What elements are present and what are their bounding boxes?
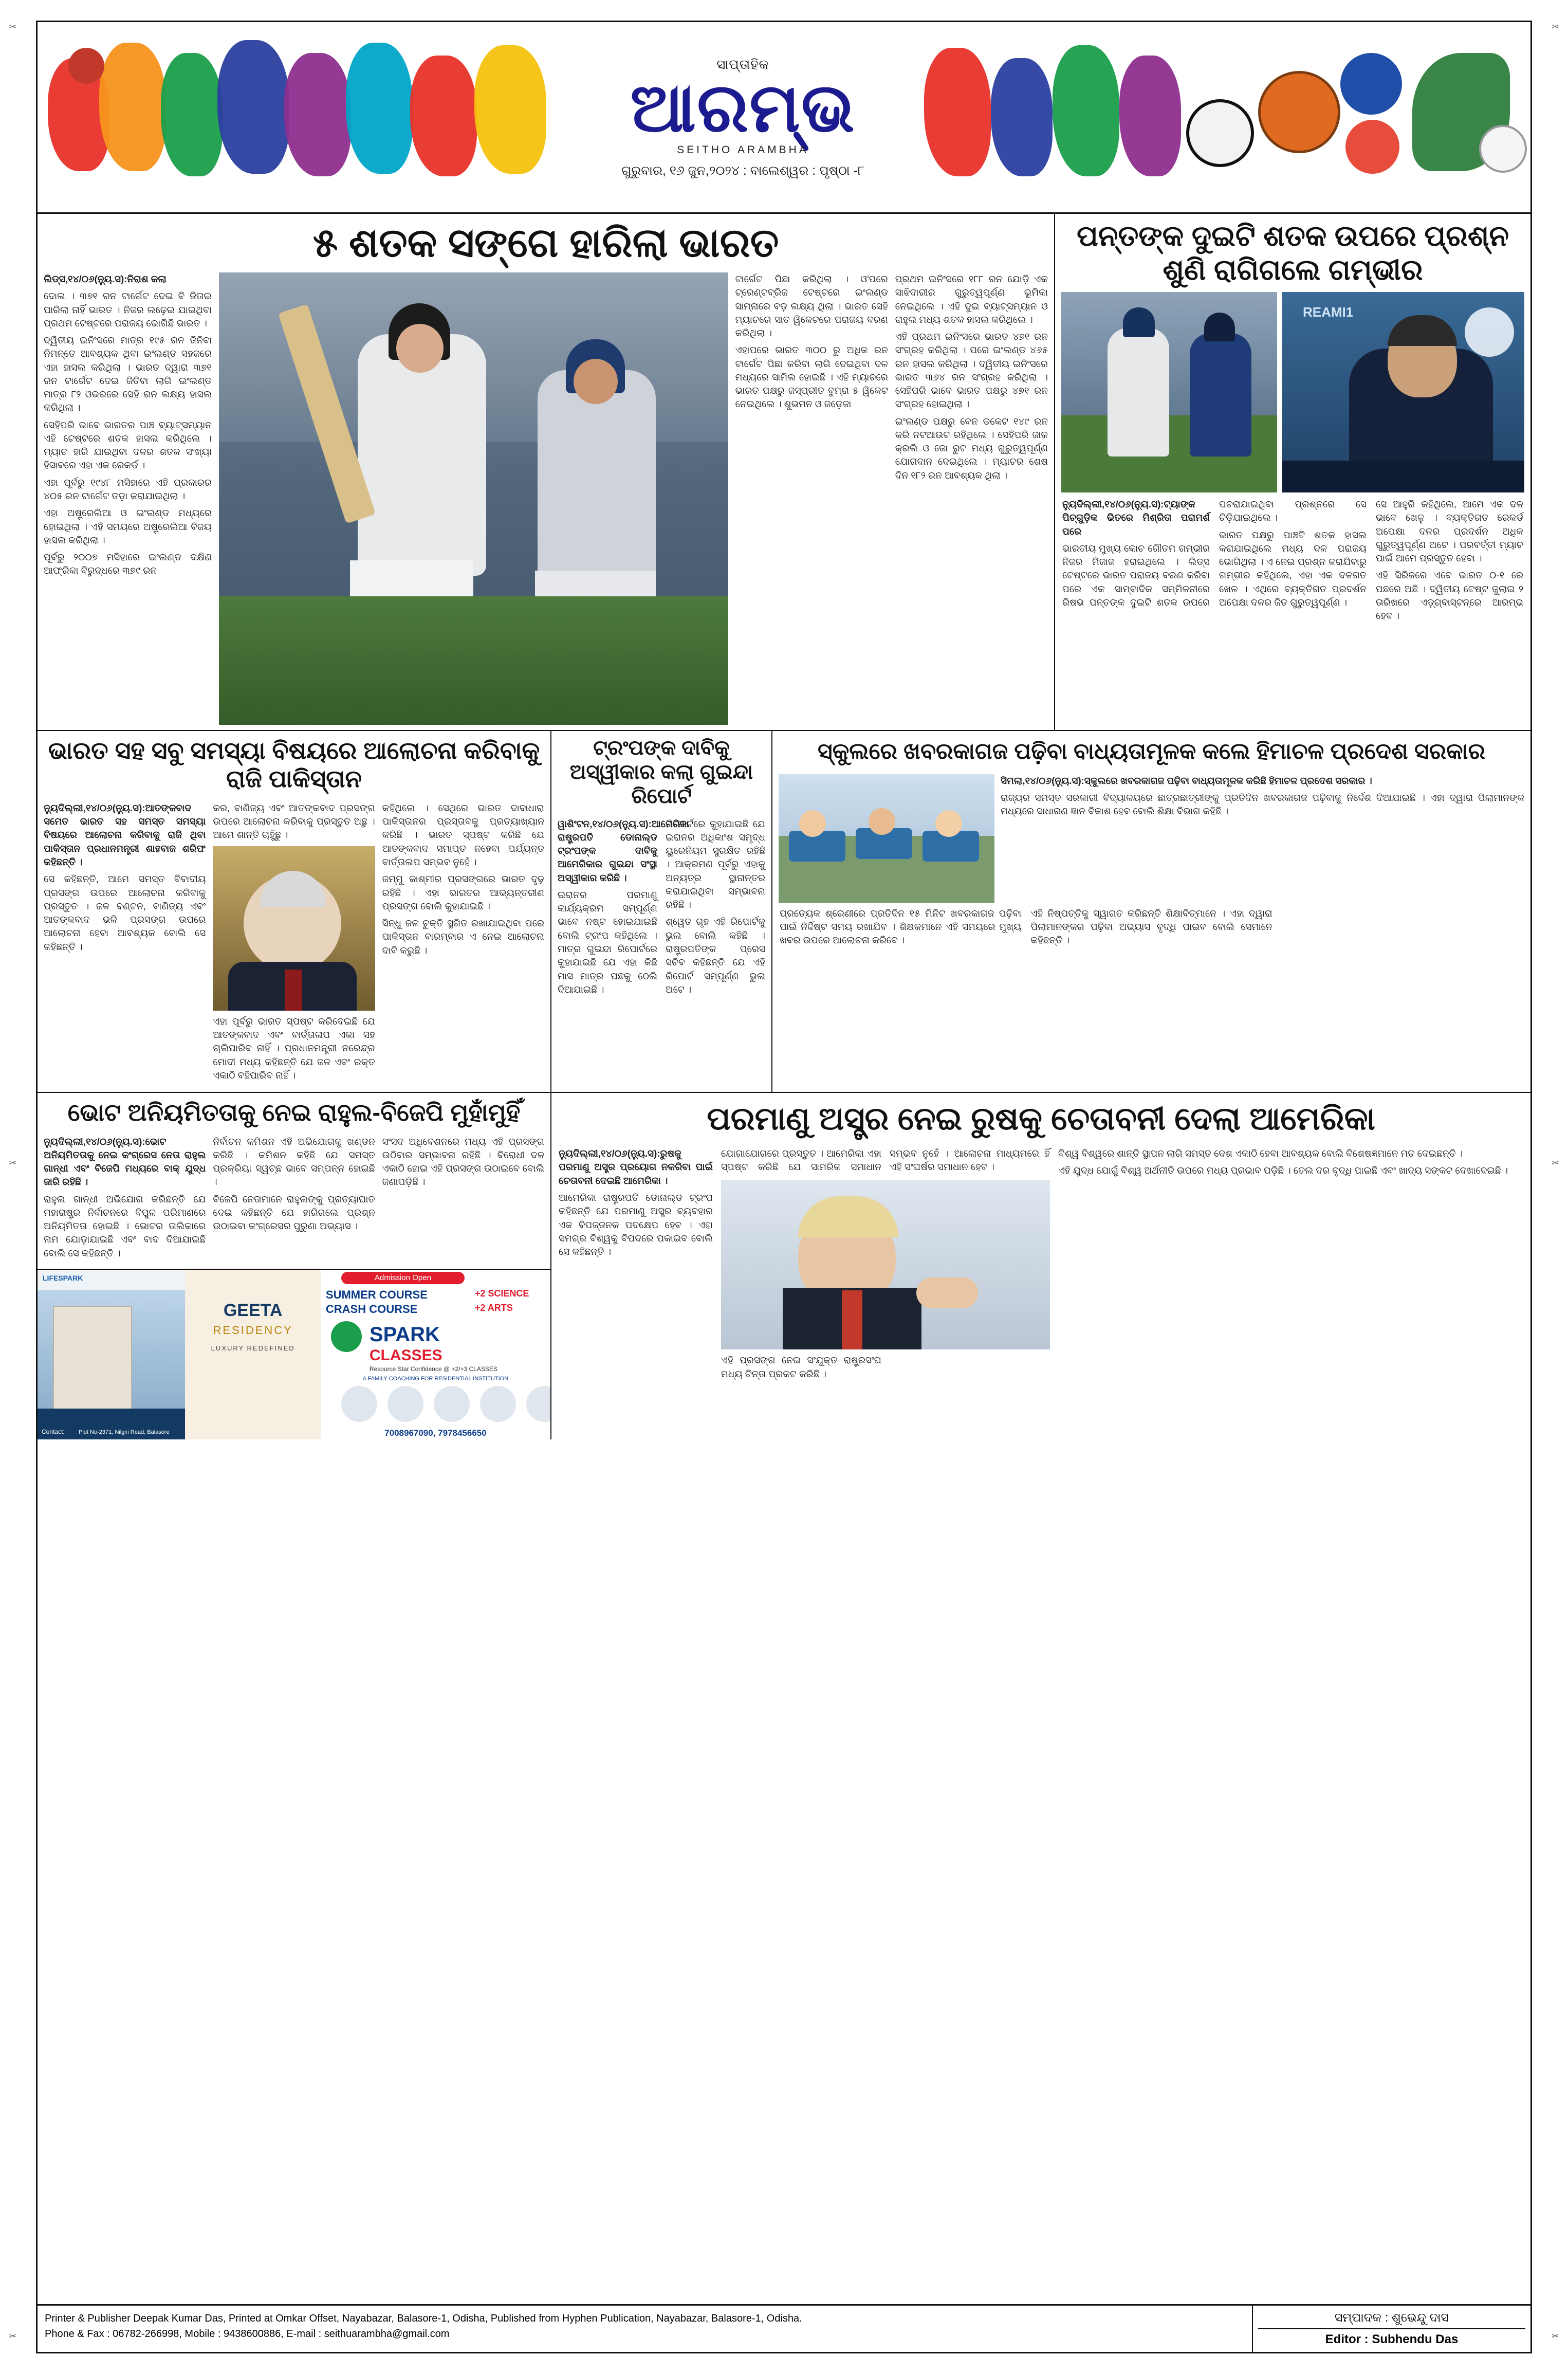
masthead xyxy=(38,22,1530,214)
lead-col-2 xyxy=(735,272,895,725)
trump-c1-p1: ଆମେରିକା ରାଷ୍ଟ୍ରପତି ଡୋନାଲ୍ଡ ଟ୍ରଂପ କହିଛନ୍ତି ଯେ ପରମାଣୁ ଅସ୍ତ୍ର ବ୍ୟବହାର ଏକ ବିପଜ୍ଜନକ ପଦକ୍ଷେପ ହେବ । ଏହା ସମଗ୍ର ବିଶ୍ୱକୁ ବିପଦରେ ପକାଇବ ବୋଲି ସେ କହିଛନ୍ତି । xyxy=(559,1192,713,1257)
gambhir-photo-right: REAMI1 xyxy=(1282,292,1524,492)
row-middle xyxy=(38,731,1530,1093)
ad1-phone: Plot No-2371, Nilgiri Road, Balasore xyxy=(79,1429,170,1435)
gambhir-p2: ଭାରତ ପକ୍ଷରୁ ପାଞ୍ଚଟି ଶତକ ହାସଲ କରାଯାଇଥିଲେ ମଧ୍ୟ ଦଳ ପରାଜୟ ଭୋଗିଥିଲା । ଏ ନେଇ ପ୍ରଶ୍ନ କରାଯିବାରୁ ଗମ୍ଭୀର କହିଥିଲେ, ଏହା ଏକ ଦଳଗତ ଖେଳ । ଏଥିରେ ବ୍ୟକ୍ତିଗତ ପ୍ରଦର୍ଶନ ଅପେକ୍ଷା ଦଳର ଜିତ ଗୁରୁତ୍ୱପୂର୍ଣ୍ଣ । xyxy=(1219,529,1367,608)
trump-c3-p1: ବିଶ୍ୱ ବିଶ୍ୱରେ ଶାନ୍ତି ସ୍ଥାପନ ଲାଗି ସମସ୍ତ ଦେଶ ଏକାଠି ହେବା ଆବଶ୍ୟକ ବୋଲି ବିଶେଷଜ୍ଞମାନେ ମତ ଦେଇଛନ୍ତି । xyxy=(1058,1148,1463,1159)
trump-photo xyxy=(721,1180,1050,1349)
lead-p5: ଏହା ଅଷ୍ଟ୍ରେଲିଆ ଓ ଇଂଲଣ୍ଡ ମଧ୍ୟରେ ହୋଇଥିଲା । ଏହି ସମୟରେ ଅଷ୍ଟ୍ରେଲିଆ ବିଜୟ ହାସଲ କରିଥିଲା । xyxy=(44,507,212,545)
pakistan-story xyxy=(38,731,551,1092)
rahul-col-2 xyxy=(213,1135,382,1264)
lead-c2-p1: ଟାର୍ଗେଟ ପିଛା କରିଥିଲା । ଓ'ପରେ ଟ୍ରେଣ୍ଟବ୍ରିଜ ଟେଷ୍ଟରେ ଇଂଲଣ୍ଡ ସାମ୍ନାରେ ବଡ଼ ଲକ୍ଷ୍ୟ ଥିଲା । ଭାରତ ସେହି ମ୍ୟାଚରେ ସାତ ୱିକେଟରେ ପରାଜୟ ବରଣ କରିଥିଲା । xyxy=(735,273,888,339)
pakistan-dateline: ନ୍ୟୁଦିଲ୍ଲୀ,୧୪/୦୬(ନ୍ୟୁ.ସ):ଆତଙ୍କବାଦ ସମେତ ଭାରତ ସହ ସମସ୍ତ ସମସ୍ୟା ବିଷୟରେ ଆଲୋଚନା କରିବାକୁ ରାଜି ଥିବା ପାକିସ୍ତାନ ପ୍ରଧାନମନ୍ତ୍ରୀ ଶାହବାଜ ଶରିଫ କହିଛନ୍ତି । xyxy=(44,802,206,867)
trump-c2-p1: ଯୋଗାଯୋଗରେ ପ୍ରସ୍ତୁତ । ଆମେରିକା ଏହା ସ୍ପଷ୍ଟ କରିଛି ଯେ ସାମରିକ ସମାଧାନ ସମ୍ଭବ ନୁହେଁ । ଆଲୋଚନା ମାଧ୍ୟମରେ ହିଁ ଏହି ସଂଘର୍ଷର ସମାଧାନ ହେବ । xyxy=(721,1148,1050,1173)
masthead-art-right xyxy=(919,22,1530,212)
pakistan-c3-p1: କହିଥିଲେ । ସେଥିରେ ଭାରତ ଦାବାଧାରା ପାକିସ୍ତାନର ପ୍ରସ୍ତାବକୁ ପ୍ରତ୍ୟାଖ୍ୟାନ କରିଛି । ଭାରତ ସ୍ପଷ୍ଟ କରିଛି ଯେ ଆତଙ୍କବାଦ ସମାପ୍ତ ନହେବା ପର୍ଯ୍ୟନ୍ତ ବାର୍ତ୍ତାଳାପ ସମ୍ଭବ ନୁହେଁ । xyxy=(382,802,544,867)
pakistan-c3-p3: ସିନ୍ଧୁ ଜଳ ଚୁକ୍ତି ସ୍ଥଗିତ ରଖାଯାଇଥିବା ପରେ ପାକିସ୍ତାନ ବାରମ୍ବାର ଏ ନେଇ ଆଲୋଚନା ଦାବି କରୁଛି । xyxy=(382,918,544,956)
ad2-badge: Admission Open xyxy=(341,1272,465,1284)
footer-editor xyxy=(1252,2306,1530,2352)
footer-line-1: Printer & Publisher Deepak Kumar Das, Printed at Omkar Offset, Nayabazar, Balasore-1, Odisha, Published from Hyphen Publication, Nayabazar, Balasore-1, Odisha. xyxy=(45,2313,802,2324)
gambhir-p4: ଏହି ସିରିଜରେ ଏବେ ଭାରତ ୦-୧ ରେ ପଛରେ ଅଛି । ଦ୍ୱିତୀୟ ଟେଷ୍ଟ ଜୁଲାଇ ୨ ତାରିଖରେ ଏଡ଼୍‌ଗ୍‌ବାସ୍‌ଟନ୍‌ରେ ଆରମ୍ଭ ହେବ । xyxy=(1376,570,1523,622)
himachal-headline: ସ୍କୁଲରେ ଖବରକାଗଜ ପଢ଼ିବା ବାଧ୍ୟତାମୂଳକ କଲେ ହିମାଚଳ ପ୍ରଦେଶ ସରକାର xyxy=(818,739,1485,764)
intel-p3: ଶ୍ୱେତ ଗୃହ ଏହି ରିପୋର୍ଟକୁ ଭୁଲ ବୋଲି କହିଛି । ରାଷ୍ଟ୍ରପତିଙ୍କ ପ୍ରେସ ସଚିବ କହିଛନ୍ତି ଯେ ଏହି ରିପୋର୍ଟ ସମ୍ପୂର୍ଣ୍ଣ ଭୁଲ ଅଟେ । xyxy=(666,916,765,995)
himachal-p3: ଏହି ନିଷ୍ପତ୍ତିକୁ ସ୍ୱାଗତ କରିଛନ୍ତି ଶିକ୍ଷାବିତ୍‌ମାନେ । ଏହା ଦ୍ୱାରା ପିଲାମାନଙ୍କର ପଢ଼ିବା ଅଭ୍ୟାସ ବୃଦ୍ଧି ପାଇବ ବୋଲି ସେମାନେ କହିଛନ୍ତି । xyxy=(1030,907,1272,946)
masthead-kicker: ସାପ୍ତାହିକ xyxy=(716,56,769,72)
masthead-title: ଆରମ୍ଭ xyxy=(630,69,856,145)
pakistan-col-2 xyxy=(213,801,382,1086)
lead-dateline: ଲିଡ୍ସ,୧୪/୦୬(ନ୍ୟୁ.ସ):ନିରାଶ କଲା xyxy=(44,273,167,285)
ad-spark-classes[interactable] xyxy=(321,1270,550,1439)
rahul-col-1 xyxy=(44,1135,213,1264)
trump-col-1 xyxy=(559,1147,721,1381)
intel-p2: ରିପୋର୍ଟରେ କୁହାଯାଇଛି ଯେ ଇରାନର ଅଧିକାଂଶ ସମୃଦ୍ଧ ୟୁରେନିୟମ ସୁରକ୍ଷିତ ରହିଛି । ଆକ୍ରମଣ ପୂର୍ବରୁ ଏହାକୁ ଅନ୍ୟତ୍ର ସ୍ଥାନାନ୍ତର କରାଯାଇଥିବା ସମ୍ଭାବନା ରହିଛି । xyxy=(666,818,765,910)
crop-mark-mid-left: ✂ xyxy=(9,1157,16,1170)
pakistan-col-1 xyxy=(44,801,213,1086)
crop-mark-mid-right: ✂ xyxy=(1552,1157,1559,1170)
intel-dateline: ୱାଶିଂଟନ,୧୪/୦୬(ନ୍ୟୁ.ସ):ଆମେରିକା ରାଷ୍ଟ୍ରପତି ଡୋନାଲ୍ଡ ଟ୍ରଂପଙ୍କ ଦାବିକୁ ଆମେରିକାର ଗୁଇନ୍ଦା ସଂସ୍ଥା ଅସ୍ୱୀକାର କରିଛି । xyxy=(558,818,689,883)
gambhir-body xyxy=(1055,498,1530,629)
advertisement-strip xyxy=(38,1269,550,1439)
masthead-dateline: ଗୁରୁବାର, ୧୬ ଜୁନ,୨୦୨୪ : ବାଲେଶ୍ୱର : ପୃଷ୍ଠା -୮ xyxy=(621,163,864,178)
trump-photo-block xyxy=(721,1147,1058,1381)
gambhir-p3: ସେ ଆହୁରି କହିଥିଲେ, ଆମେ ଏକ ଦଳ ଭାବେ ଖେଳୁ । ବ୍ୟକ୍ତିଗତ ରେକର୍ଡ ଅପେକ୍ଷା ଦଳର ପ୍ରଦର୍ଶନ ଅଧିକ ଗୁରୁତ୍ୱପୂର୍ଣ୍ଣ ଅଟେ । ପରବର୍ତ୍ତୀ ମ୍ୟାଚ ପାଇଁ ଆମେ ପ୍ରସ୍ତୁତ ହେବା । xyxy=(1376,499,1523,564)
pakistan-c3-p2: ଜମ୍ମୁ କାଶ୍ମୀର ପ୍ରସଙ୍ଗରେ ଭାରତ ଦୃଢ଼ ରହିଛି । ଏହା ଭାରତର ଆଭ୍ୟନ୍ତରୀଣ ପ୍ରସଙ୍ଗ ବୋଲି କୁହାଯାଇଛି । xyxy=(382,873,544,911)
gambhir-dateline: ନ୍ୟୁଦିଲ୍ଲୀ,୧୪/୦୬(ନ୍ୟୁ.ସ):ଟ୍ୟାଙ୍କ ପିଚ୍‌ଗୁଡ଼ିକ ଭିତରେ ମିଶ୍ରିତା ପରାମର୍ଶ ପରେ xyxy=(1062,499,1210,537)
intel-headline: ଟ୍ରଂପଙ୍କ ଦାବିକୁ ଅସ୍ୱୀକାର କଲା ଗୁଇନ୍ଦା ରିପୋର୍ଟ xyxy=(569,737,753,808)
himachal-story xyxy=(772,731,1530,1092)
himachal-dateline: ସିମଲା,୧୪/୦୬(ନ୍ୟୁ.ସ):ସ୍କୁଲରେ ଖବରକାଗଜ ପଢ଼ିବା ବାଧ୍ୟତାମୂଳକ କରିଛି ହିମାଚଳ ପ୍ରଦେଶ ସରକାର । xyxy=(1001,775,1372,786)
gambhir-p1: ଭାରତୀୟ ମୁଖ୍ୟ କୋଚ ଗୌତମ ଗମ୍ଭୀର ନିଜର ମିଜାଜ ହରାଇଥିଲେ । ଲିଡ୍ସ ଟେଷ୍ଟରେ ଭାରତ ପରାଜୟ ବରଣ କରିବା ପରେ ଏକ ସାମ୍ବାଦିକ ସମ୍ମିଳନୀରେ ରିଷଭ ପନ୍ତଙ୍କ ଦୁଇଟି ଶତକ ଉପରେ ପଚରାଯାଇଥିବା ପ୍ରଶ୍ନରେ ସେ ଚିଡ଼ିଯାଇଥିଲେ । xyxy=(1062,499,1367,608)
trump-c3-p2: ଏହି ଯୁଦ୍ଧ ଯୋଗୁଁ ବିଶ୍ୱ ଅର୍ଥନୀତି ଉପରେ ମଧ୍ୟ ପ୍ରଭାବ ପଡ଼ିଛି । ତେଲ ଦର ବୃଦ୍ଧି ପାଇଛି ଏବଂ ଖାଦ୍ୟ ସଙ୍କଟ ଦେଖାଦେଇଛି । xyxy=(1058,1165,1508,1176)
ad1-subtitle: RESIDENCY xyxy=(213,1323,293,1337)
pakistan-c2-p2: ଏହା ପୂର୍ବରୁ ଭାରତ ସ୍ପଷ୍ଟ କରିଦେଇଛି ଯେ ଆତଙ୍କବାଦ ଏବଂ ବାର୍ତ୍ତାଳାପ ଏକା ସହ ଚାଲିପାରିବ ନାହିଁ । ପ୍ରଧାନମନ୍ତ୍ରୀ ନରେନ୍ଦ୍ର ମୋଦୀ ମଧ୍ୟ କହିଛନ୍ତି ଯେ ଜଳ ଏବଂ ରକ୍ତ ଏକାଠି ବହିପାରିବ ନାହିଁ । xyxy=(213,1015,375,1081)
lead-p6: ପୂର୍ବରୁ ୨୦୦୭ ମସିହାରେ ଇଂଲଣ୍ଡ ଦକ୍ଷିଣ ଆଫ୍ରିକା ବିରୁଦ୍ଧରେ ୩୭୯ ରନ xyxy=(44,552,212,576)
ad2-line1: SUMMER COURSE xyxy=(325,1288,428,1301)
ad2-phone: 7008967090, 7978456650 xyxy=(384,1428,487,1438)
lead-photo-block xyxy=(219,272,735,725)
lead-photo xyxy=(219,272,728,725)
ad2-opt1: +2 SCIENCE xyxy=(474,1288,529,1299)
pakistan-c2-p1: କର, ବାଣିଜ୍ୟ ଏବଂ ଆତଙ୍କବାଦ ପ୍ରସଙ୍ଗ ଉପରେ ଆଲୋଚନା କରିବାକୁ ପ୍ରସ୍ତୁତ ଅଛୁ । ଆମେ ଶାନ୍ତି ଚାହୁଁଛୁ । xyxy=(213,802,375,841)
himachal-body xyxy=(772,903,1530,954)
ad-geeta-residency[interactable] xyxy=(38,1270,185,1439)
ad2-name: SPARK xyxy=(369,1323,440,1346)
masthead-subtitle: SEITHO ARAMBHA xyxy=(677,143,809,156)
rahul-story xyxy=(38,1093,551,1439)
trump-dateline: ନ୍ୟୁଦିଲ୍ଲୀ,୧୪/୦୬(ନ୍ୟୁ.ସ):ରୁଷକୁ ପରମାଣୁ ଅସ୍ତ୍ର ପ୍ରୟୋଗ ନକରିବା ପାଇଁ ଚେତାବନୀ ଦେଇଛି ଆମେରିକା । xyxy=(559,1148,713,1186)
ad2-footer: A FAMILY COACHING FOR RESIDENTIAL INSTITUTION xyxy=(362,1375,509,1382)
lead-col-1 xyxy=(44,272,219,725)
page-sheet xyxy=(36,21,1532,2353)
lead-c3-p3: ଇଂଲଣ୍ଡ ପକ୍ଷରୁ ବେନ ଡକେଟ ୧୪୯ ରନ କରି ନଟଆଉଟ ରହିଥିଲେ । ସେହିପରି ଜାକ କ୍ରଲି ଓ ଜୋ ରୁଟ ମଧ୍ୟ ଗୁରୁତ୍ୱପୂର୍ଣ୍ଣ ଯୋଗଦାନ ଦେଇଥିଲେ । ମ୍ୟାଚର ଶେଷ ଦିନ ୧୮୨ ରନ ଆବଶ୍ୟକ ଥିଲା । xyxy=(895,415,1048,481)
trump-col-3 xyxy=(1058,1147,1523,1381)
pakistan-headline: ଭାରତ ସହ ସବୁ ସମସ୍ୟା ବିଷୟରେ ଆଲୋଚନା କରିବାକୁ ରାଜି ପାକିସ୍ତାନ xyxy=(48,737,540,793)
lead-p1: ଦୋଳା । ୩୭୧ ରନ ଟାର୍ଗେଟ ଦେଇ ବି ଜିତାଇ ପାରିଲା ନାହିଁ ଭାରତ । ନିଜର ଲଢ଼େଇ ଯାଇଥିବା ପ୍ରଥମ ଟେଷ୍ଟରେ ପରାଜୟ ଭୋଗିଛି ଭାରତ । xyxy=(44,290,212,328)
pakistan-photo xyxy=(213,846,375,1011)
lead-c3-p1: ପ୍ରଥମ ଇନିଂସରେ ୧୮୮ ରନ ଯୋଡ଼ି ଏକ ସାଝିଦାରୀର ଗୁରୁତ୍ୱପୂର୍ଣ୍ଣ ଭୂମିକା ନେଇଥିଲେ । ଏହି ଦୁଇ ବ୍ୟାଟ୍‌ସମ୍ୟାନ ଓ ରାହୁଲ ମଧ୍ୟ ଶତକ ହାସଲ କରିଥିଲେ । xyxy=(895,273,1048,325)
himachal-col-a xyxy=(1001,774,1524,903)
ad2-opt2: +2 ARTS xyxy=(474,1302,513,1313)
editor-odia: ସମ୍ପାଦକ : ଶୁଭେନ୍ଦୁ ଦାସ xyxy=(1334,2311,1449,2325)
rahul-headline: ଭୋଟ ଅନିୟମିତତାକୁ ନେଇ ରାହୁଲ-ବିଜେପି ମୁହାଁମୁହିଁ xyxy=(67,1099,521,1126)
lead-col-3 xyxy=(895,272,1048,725)
pakistan-col-3 xyxy=(382,801,544,1086)
ad2-name2: CLASSES xyxy=(369,1346,442,1364)
pakistan-c1-p1: ସେ କହିଛନ୍ତି, ଆମେ ସମସ୍ତ ବିବାଦୀୟ ପ୍ରସଙ୍ଗ ଉପରେ ଆଲୋଚନା କରିବାକୁ ପ୍ରସ୍ତୁତ । ଜଳ ବଣ୍ଟନ, ବାଣିଜ୍ୟ ଏବଂ ଆତଙ୍କବାଦ ଭଳି ପ୍ରସଙ୍ଗ ଉପରେ ଆଲୋଚନା ହେବା ଆବଶ୍ୟକ ବୋଲି ସେ କହିଛନ୍ତି । xyxy=(44,873,206,952)
gambhir-headline: ପନ୍ତଙ୍କ ଦୁଇଟି ଶତକ ଉପରେ ପ୍ରଶ୍ନ ଶୁଣି ରାଗିଗଲେ ଗମ୍ଭୀର xyxy=(1077,220,1509,286)
crop-mark-top-right: ✂ xyxy=(1552,21,1559,34)
ad2-sub: Resource Star Confidence @ +2/+3 CLASSES xyxy=(369,1365,497,1373)
lead-p4: ଏହା ପୂର୍ବରୁ ୧୯୪୮ ମସିହାରେ ଏହି ପ୍ରକାରର ୪୦୫ ରନ ଟାର୍ଗେଟ ତଡ଼ା କରାଯାଇଥିଲା । xyxy=(44,477,212,502)
ad1-brand: LIFESPARK xyxy=(43,1273,83,1282)
intel-body xyxy=(551,814,771,1006)
himachal-p2: ପ୍ରତ୍ୟେକ ଶ୍ରେଣୀରେ ପ୍ରତିଦିନ ୧୫ ମିନିଟ ଖବରକାଗଜ ପଢ଼ିବା ପାଇଁ ନିର୍ଦ୍ଦିଷ୍ଟ ସମୟ ରଖାଯିବ । ଶିକ୍ଷକମାନେ ଏହି ସମୟରେ ମୁଖ୍ୟ ଖବର ଉପରେ ଆଲୋଚନା କରିବେ । xyxy=(780,907,1022,946)
lead-c3-p2: ଏହି ପ୍ରଥମ ଇନିଂସରେ ଭାରତ ୪୭୧ ରନ ସଂଗ୍ରହ କରିଥିଲା । ପରେ ଇଂଲଣ୍ଡ ୪୬୫ ରନ ହାସଲ କରିଥିଲା । ଦ୍ୱିତୀୟ ଇନିଂସରେ ଭାରତ ୩୬୪ ରନ ସଂଗ୍ରହ କରିଥିଲା । ସେହିପରି ଭାବେ ଭାରତ ପକ୍ଷରୁ ୪୭୧ ରନ ସଂଗ୍ରହ ହୋଇଥିଲା । xyxy=(895,331,1048,410)
lead-p3: ସେହିପରି ଭାବେ ଭାରତର ପାଞ୍ଚ ବ୍ୟାଟ୍‌ସମ୍ୟାନ ଏହି ଟେଷ୍ଟରେ ଶତକ ହାସଲ କରିଥିଲେ । ମ୍ୟାଚ ହାରି ଯାଇଥିବା ଦଳର ଶତକ ସଂଖ୍ୟା ହିସାବରେ ଏହା ଏକ ରେକର୍ଡ । xyxy=(44,419,212,471)
crop-mark-top-left: ✂ xyxy=(9,21,16,34)
row-bottom xyxy=(38,1093,1530,1439)
rahul-c1-p1: ରାହୁଲ ଗାନ୍ଧୀ ଅଭିଯୋଗ କରିଛନ୍ତି ଯେ ମହାରାଷ୍ଟ୍ର ନିର୍ବାଚନରେ ବିପୁଳ ପରିମାଣରେ ଅନିୟମିତତା ହୋଇଛି । ଭୋଟର ତାଲିକାରେ ନାମ ଯୋଡ଼ାଯାଇଛି ଏବଂ ବାଦ ଦିଆଯାଇଛି ବୋଲି ସେ କହିଛନ୍ତି । xyxy=(44,1193,206,1258)
lead-p2: ଦ୍ୱିତୀୟ ଇନିଂସରେ ମାତ୍ର ୧୯୫ ରନ ଜିନିବା ନିମନ୍ତେ ଆବଶ୍ୟକ ଥିବା ଇଂଲଣ୍ଡ ସହଜରେ ଏହା ହାସଲ କରିଥିଲା । ଭାରତ ଦ୍ୱାରା ୩୭୧ ରନ ଟାର୍ଗେଟ ଦେଇ ଜିତିବା ଲାଗି ଇଂଲଣ୍ଡ ମାତ୍ର ୮୨ ଓଭରରେ ସେହି ରନ ଲକ୍ଷ୍ୟ ହାସଲ କରିଥିଲା । xyxy=(44,335,212,413)
trump-headline: ପରମାଣୁ ଅସ୍ତ୍ର ନେଇ ରୁଷକୁ ଚେତାବନୀ ଦେଲା ଆମେରିକା xyxy=(707,1101,1375,1137)
masthead-art-left xyxy=(38,22,567,212)
rahul-c3-p1: ସଂସଦ ଅଧିବେଶନରେ ମଧ୍ୟ ଏହି ପ୍ରସଙ୍ଗ ଉଠିବାର ସମ୍ଭାବନା ରହିଛି । ବିରୋଧୀ ଦଳ ଏକାଠି ହୋଇ ଏହି ପ୍ରସଙ୍ଗ ଉଠାଇବେ ବୋଲି ଜଣାପଡ଼ିଛି । xyxy=(382,1136,544,1188)
intel-story xyxy=(551,731,772,1092)
row-lead xyxy=(38,214,1530,731)
intel-p1: ଇରାନର ପରମାଣୁ କାର୍ଯ୍ୟକ୍ରମ ସମ୍ପୂର୍ଣ୍ଣ ଭାବେ ନଷ୍ଟ ହୋଇଯାଇଛି ବୋଲି ଟ୍ରଂପ କହିଥିଲେ । ମାତ୍ର ଗୁଇନ୍ଦା ରିପୋର୍ଟରେ କୁହାଯାଇଛି ଯେ ଏହା କିଛି ମାସ ମାତ୍ର ପଛକୁ ଠେଲି ଦିଆଯାଇଛି । xyxy=(558,889,657,995)
lead-c2-p2: ଏହାପରେ ଭାରତ ୩୦୦ ରୁ ଅଧିକ ରନ ଟାର୍ଗେଟ ପିଛା କରିବା ଲାଗି ଦେଇଥିବା ଦଳ ମଧ୍ୟରେ ସାମିଲ ହୋଇଛି । ଏହି ମ୍ୟାଚରେ ଭାରତ ପକ୍ଷରୁ ଜସ୍‌ପ୍ରୀତ ବୁମ୍‌ରା ୫ ୱିକେଟ ନେଇଥିଲେ । ଶୁଭମନ ଓ ଜଡ଼େଜା xyxy=(735,344,888,410)
crop-mark-bottom-left: ✂ xyxy=(9,2330,16,2343)
rahul-c2-p2: ବିଜେପି ନେତାମାନେ ରାହୁଲଙ୍କୁ ପ୍ରତ୍ୟାଘାତ ଦେଇ କହିଛନ୍ତି ଯେ ହାରିଗଲେ ପ୍ରଶ୍ନ ଉଠାଇବା କଂଗ୍ରେସର ପୁରୁଣା ଅଭ୍ୟାସ । xyxy=(213,1193,375,1232)
ad1-title: GEETA xyxy=(223,1300,283,1320)
gambhir-photo-left xyxy=(1061,292,1277,492)
rahul-c2-p1: ନିର୍ବାଚନ କମିଶନ ଏହି ଅଭିଯୋଗକୁ ଖଣ୍ଡନ କରିଛି । କମିଶନ କହିଛି ଯେ ସମସ୍ତ ପ୍ରକ୍ରିୟା ସ୍ୱଚ୍ଛ ଭାବେ ସମ୍ପନ୍ନ ହୋଇଛି । xyxy=(213,1136,375,1188)
lead-story xyxy=(38,214,1055,730)
footer-imprint xyxy=(38,2306,1252,2352)
crop-mark-bottom-right: ✂ xyxy=(1552,2330,1559,2343)
trump-story xyxy=(551,1093,1530,1439)
rahul-dateline: ନ୍ୟୁଦିଲ୍ଲୀ,୧୪/୦୬(ନ୍ୟୁ.ସ):ଭୋଟ ଅନିୟମିତତାକୁ ନେଇ କଂଗ୍ରେସ ନେତା ରାହୁଲ ଗାନ୍ଧୀ ଏବଂ ବିଜେପି ମଧ୍ୟରେ ବାକ୍ ଯୁଦ୍ଧ ଜାରି ରହିଛି । xyxy=(44,1136,206,1188)
editor-english: Editor : Subhendu Das xyxy=(1258,2328,1525,2347)
himachal-p1: ରାଜ୍ୟର ସମସ୍ତ ସରକାରୀ ବିଦ୍ୟାଳୟରେ ଛାତ୍ରଛାତ୍ରୀଙ୍କୁ ପ୍ରତିଦିନ ଖବରକାଗଜ ପଢ଼ିବାକୁ ନିର୍ଦ୍ଦେଶ ଦିଆଯାଇଛି । ଏହା ଦ୍ୱାରା ପିଲାମାନଙ୍କ ମଧ୍ୟରେ ସାଧାରଣ ଜ୍ଞାନ ବିକାଶ ହେବ ବୋଲି ଶିକ୍ଷା ବିଭାଗ କହିଛି । xyxy=(1001,792,1524,817)
trump-c2-p2: ଏହି ପ୍ରସଙ୍ଗ ନେଇ ସଂଯୁକ୍ତ ରାଷ୍ଟ୍ରସଂଘ ମଧ୍ୟ ଚିନ୍ତା ପ୍ରକଟ କରିଛି । xyxy=(721,1355,881,1379)
ad1-contact-label: Contact: xyxy=(42,1428,65,1435)
footer-line-2: Phone & Fax : 06782-266998, Mobile : 9438600886, E-mail : seithuarambha@gmail.com xyxy=(45,2328,450,2340)
page-footer xyxy=(38,2304,1530,2352)
rahul-col-3 xyxy=(382,1135,544,1264)
ad-geeta-title-block[interactable] xyxy=(185,1270,320,1439)
lead-headline: ୫ ଶତକ ସଙ୍ଗେ ହାରିଲା ଭାରତ xyxy=(312,220,779,265)
ad1-tagline: LUXURY REDEFINED xyxy=(211,1344,295,1352)
himachal-photo xyxy=(779,774,994,903)
ad2-line2: CRASH COURSE xyxy=(325,1302,418,1316)
gambhir-story xyxy=(1055,214,1530,730)
masthead-center xyxy=(567,57,919,178)
